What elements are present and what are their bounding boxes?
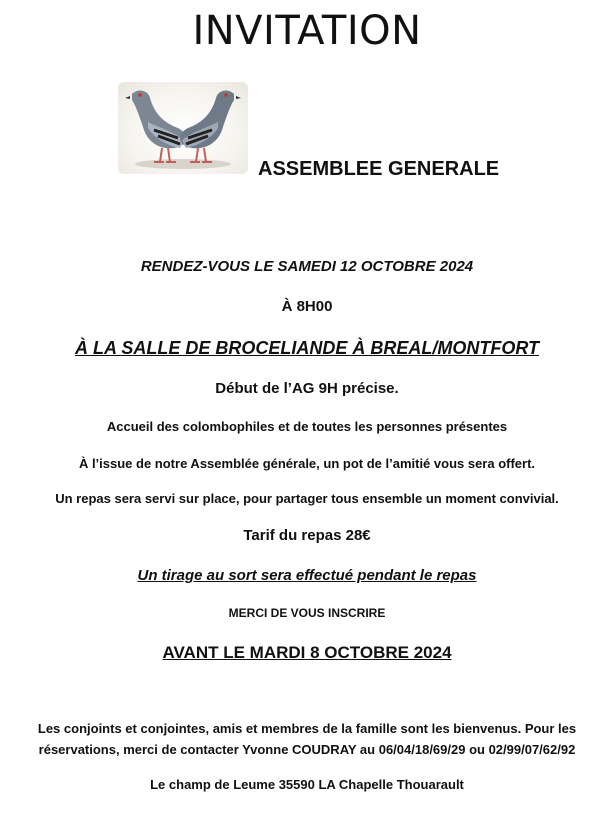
meeting-venue: À LA SALLE DE BROCELIANDE À BREAL/MONTFORT xyxy=(75,338,539,358)
contact-paragraph xyxy=(0,718,614,760)
invitation-title: INVITATION xyxy=(192,8,422,54)
register-deadline: AVANT LE MARDI 8 OCTOBRE 2024 xyxy=(162,643,452,662)
pigeons-photo xyxy=(118,82,248,174)
assembly-heading: ASSEMBLEE GENERALE xyxy=(258,158,500,180)
draw-text: Un tirage au sort sera effectué pendant le repas xyxy=(137,567,477,584)
pigeons-icon xyxy=(118,82,248,174)
meeting-date: RENDEZ-VOUS LE SAMEDI 12 OCTOBRE 2024 xyxy=(140,258,474,275)
contact-line-1: Les conjoints et conjointes, amis et membres de la famille sont les bienvenus. Pour les xyxy=(37,721,577,736)
welcome-text: Accueil des colombophiles et de toutes les personnes présentes xyxy=(106,419,508,434)
address-text: Le champ de Leume 35590 LA Chapelle Thouarault xyxy=(150,777,464,792)
meal-text: Un repas sera servi sur place, pour partager tous ensemble un moment convivial. xyxy=(55,491,559,506)
register-text: MERCI DE VOUS INSCRIRE xyxy=(228,606,386,620)
drink-text: À l’issue de notre Assemblée générale, un pot de l’amitié vous sera offert. xyxy=(78,456,536,471)
meeting-start: Début de l’AG 9H précise. xyxy=(215,380,399,397)
meeting-time: À 8H00 xyxy=(281,298,333,315)
meal-price: Tarif du repas 28€ xyxy=(243,527,371,544)
contact-line-2: réservations, merci de contacter Yvonne COUDRAY au 06/04/18/69/29 ou 02/99/07/62/92 xyxy=(38,742,576,757)
